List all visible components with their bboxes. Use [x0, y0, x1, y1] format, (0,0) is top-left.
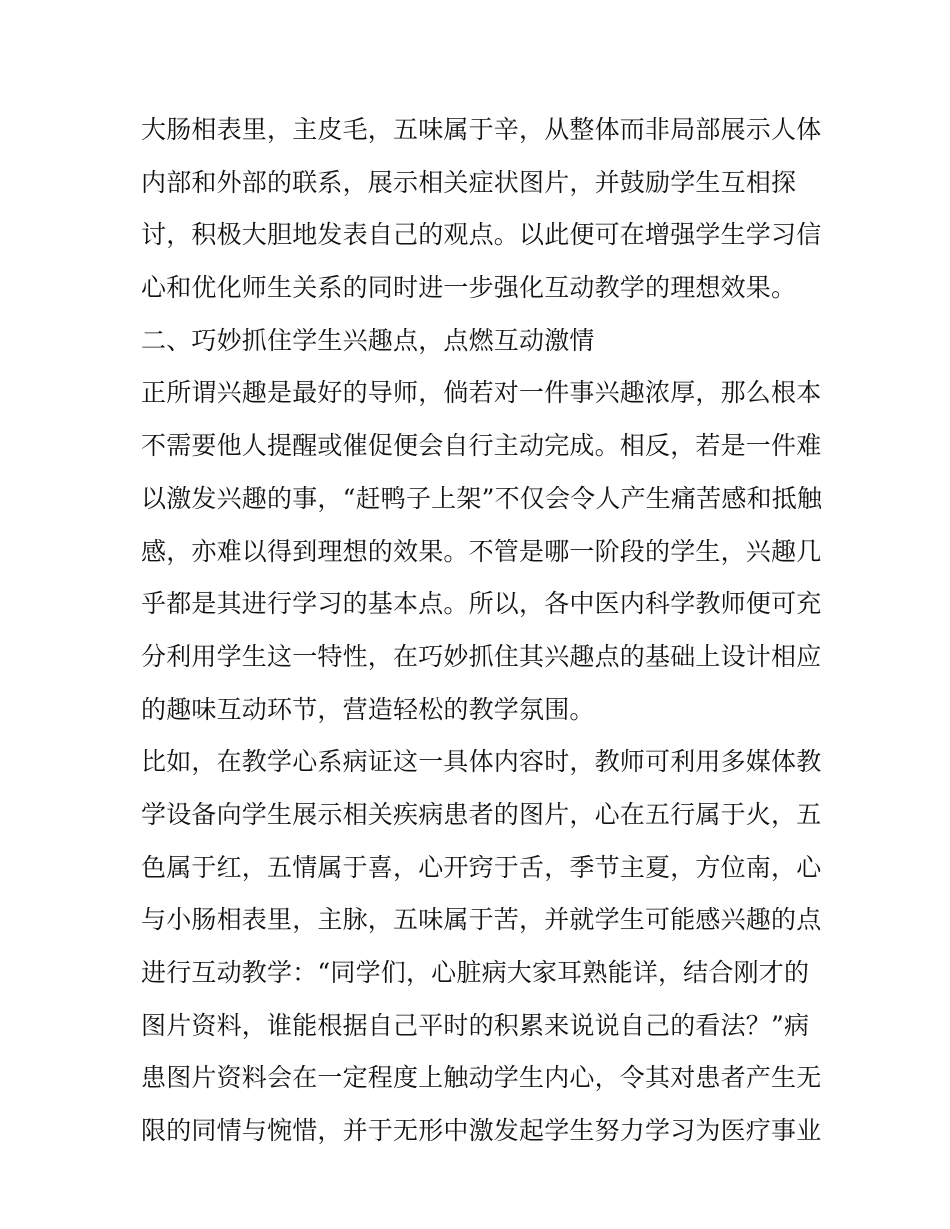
text-line: 进行互动教学：“同学们，心脏病大家耳熟能详，结合刚才的 [141, 958, 810, 987]
body-text [141, 104, 821, 1158]
text-line: 患图片资料会在一定程度上触动学生内心，令其对患者产生无 [141, 1063, 822, 1093]
text-line: 限的同情与惋惜，并于无形中激发起学生努力学习为医疗事业 [141, 1116, 822, 1146]
text-line: 乎都是其进行学习的基本点。所以，各中医内科学教师便可充 [141, 589, 822, 619]
text-line: 学设备向学生展示相关疾病患者的图片，心在五行属于火，五 [141, 799, 822, 829]
text-line: 分利用学生这一特性，在巧妙抓住其兴趣点的基础上设计相应 [141, 641, 822, 671]
text-line: 大肠相表里，主皮毛，五味属于辛，从整体而非局部展示人体 [141, 115, 822, 144]
text-line: 不需要他人提醒或催促便会自行主动完成。相反，若是一件难 [141, 431, 822, 461]
text-line: 色属于红，五情属于喜，心开窍于舌，季节主夏，方位南，心 [141, 852, 822, 882]
text-line: 正所谓兴趣是最好的导师，倘若对一件事兴趣浓厚，那么根本 [141, 378, 822, 408]
text-line: 的趣味互动环节，营造轻松的教学氛围。 [141, 694, 595, 724]
text-line: 图片资料，谁能根据自己平时的积累来说说自己的看法？”病 [141, 1010, 810, 1040]
text-line: 感，亦难以得到理想的效果。不管是哪一阶段的学生，兴趣几 [141, 536, 822, 566]
section-heading: 二、巧妙抓住学生兴趣点，点燃互动激情 [141, 325, 595, 355]
text-line: 与小肠相表里，主脉，五味属于苦，并就学生可能感兴趣的点 [141, 905, 822, 935]
text-line: 心和优化师生关系的同时进一步强化互动教学的理想效果。 [141, 273, 797, 303]
text-line: 比如，在教学心系病证这一具体内容时，教师可利用多媒体教 [141, 747, 822, 777]
text-line: 内部和外部的联系，展示相关症状图片，并鼓励学生互相探 [141, 167, 797, 197]
text-line: 讨，积极大胆地发表自己的观点。以此便可在增强学生学习信 [141, 220, 822, 250]
text-line: 以激发兴趣的事，“赶鸭子上架”不仅会令人产生痛苦感和抵触 [141, 483, 823, 513]
